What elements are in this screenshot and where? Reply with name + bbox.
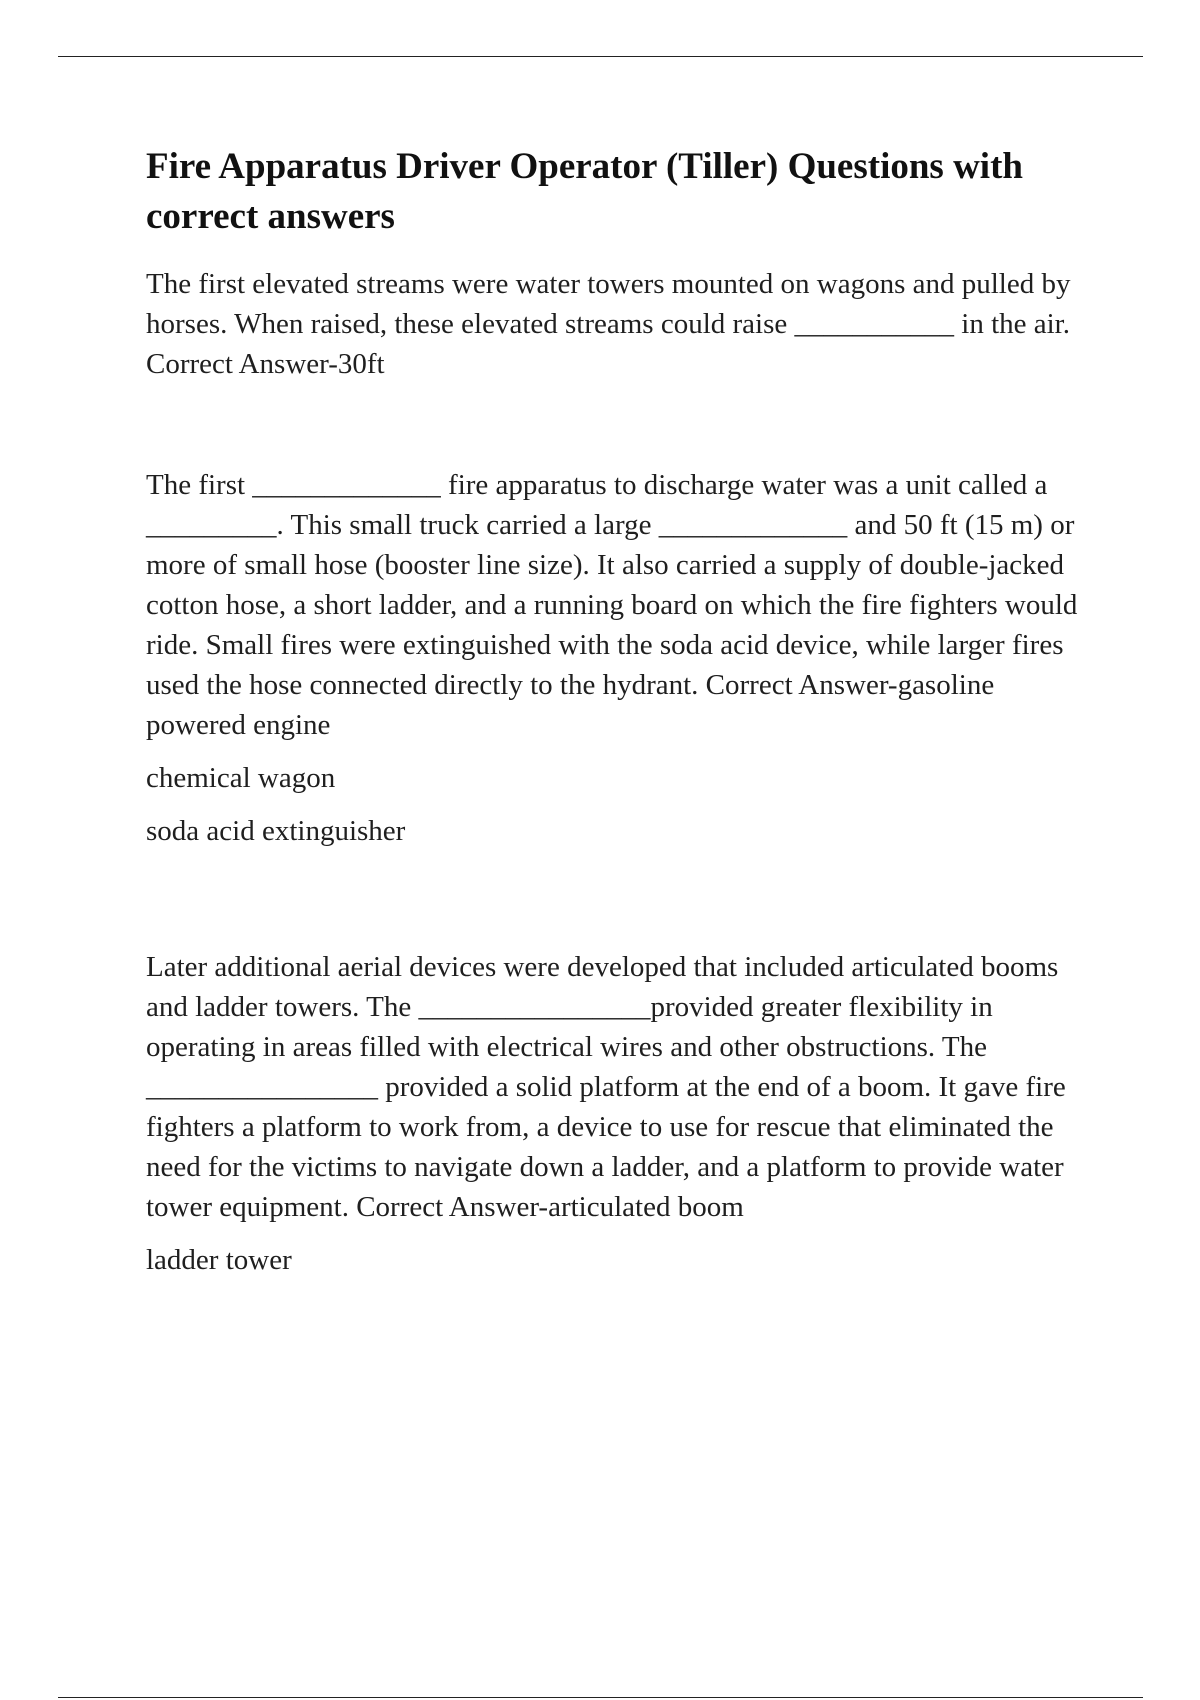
- question-text: The first elevated streams were water towers mounted on wagons and pulled by horses. When raised, these elevated streams could raise ___________ in the air. Correct Answer-30ft: [146, 268, 1071, 380]
- answer-line: ladder tower: [146, 1244, 292, 1276]
- question-text: Later additional aerial devices were developed that included articulated booms and ladder towers. The ________________provided greater flexibility in operating in areas filled with electrical wires and other obstructions. The ________________ provided a solid platform at the end of a boom. It gave fire fighters a platform to work from, a device to use for rescue that eliminated the need for the victims to navigate down a ladder, and a platform to provide water tower equipment. Correct Answer-articulated boom: [146, 951, 1066, 1223]
- question-3: [146, 947, 1096, 1280]
- document-body: [146, 142, 1096, 1376]
- page-bottom-rule: [58, 1697, 1143, 1698]
- question-text: The first _____________ fire apparatus to discharge water was a unit called a _________. This small truck carried a large _____________ and 50 ft (15 m) or more of small hose (booster line size). It also carried a supply of double-jacked cotton hose, a short ladder, and a running board on which the fire fighters would ride. Small fires were extinguished with the soda acid device, while larger fires used the hose connected directly to the hydrant. Correct Answer-gasoline powered engine: [146, 469, 1078, 741]
- page-top-rule: [58, 56, 1143, 57]
- question-1: [146, 264, 1096, 384]
- answer-line: soda acid extinguisher: [146, 815, 406, 847]
- document-title: Fire Apparatus Driver Operator (Tiller) Questions with correct answers: [146, 146, 1023, 237]
- answer-line: chemical wagon: [146, 762, 336, 794]
- question-2: [146, 465, 1096, 851]
